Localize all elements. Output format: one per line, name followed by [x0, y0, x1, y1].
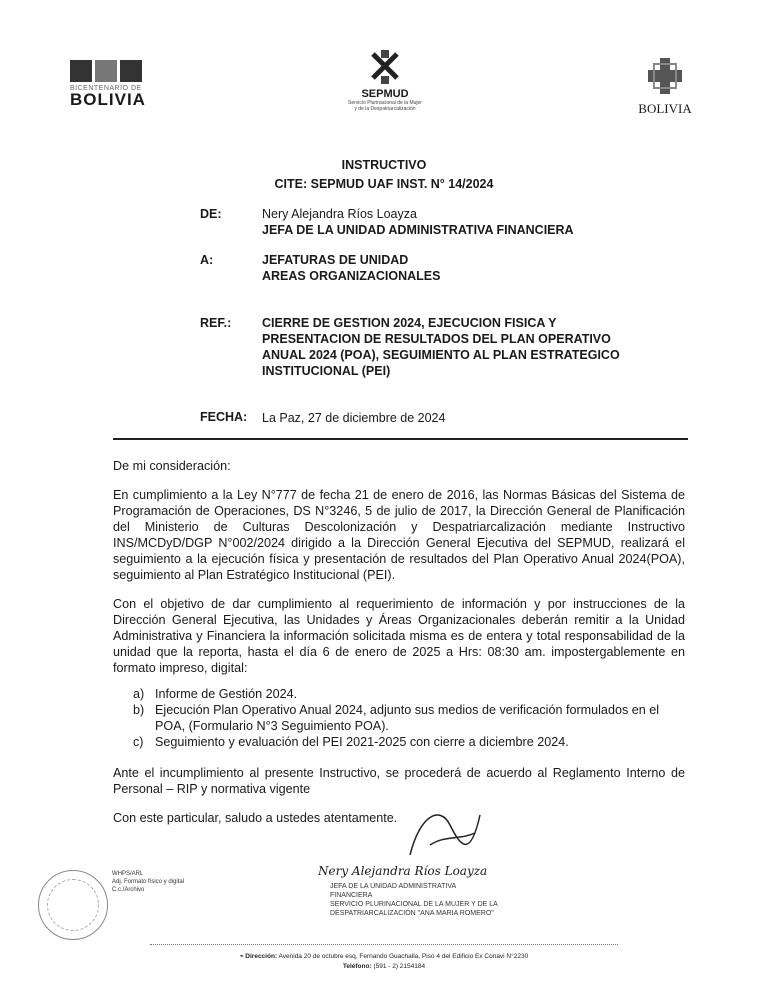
de-value: [262, 206, 574, 238]
a-label: A:: [200, 253, 214, 267]
a-line-2: AREAS ORGANIZACIONALES: [262, 269, 441, 283]
sepmud-tagline-2: y de la Despatriarcalización: [354, 106, 416, 112]
address-text: Avenida 20 de octubre esq. Fernando Guachalla, Piso 4 del Edificio Ex Conavi N°2230: [278, 953, 529, 960]
fecha-value: La Paz, 27 de diciembre de 2024: [262, 411, 446, 425]
a-line-1: JEFATURAS DE UNIDAD: [262, 253, 409, 267]
address-label: Dirección:: [245, 953, 278, 960]
ref-line-3: ANUAL 2024 (POA), SEGUIMIENTO AL PLAN ESTRATEGICO: [262, 348, 620, 362]
list-item-text: Ejecución Plan Operativo Anual 2024, adjunto sus medios de verificación formulados en el POA, (Formulario N°3 Seguimiento POA).: [155, 703, 660, 733]
list-item: [133, 686, 685, 702]
closing: Con este particular, saludo a ustedes atentamente.: [113, 811, 398, 825]
ref-line-1: CIERRE DE GESTION 2024, EJECUCION FISICA Y: [262, 316, 557, 330]
state-bolivia-logo: [630, 58, 700, 117]
logo-graphic: [70, 60, 170, 82]
phone-label: Teléfono:: [342, 963, 372, 970]
fecha-label: FECHA:: [200, 410, 248, 424]
seal-line-3: DESPATRIARCALIZACIÓN "ANA MARIA ROMERO": [330, 910, 494, 917]
footer-phone: [0, 962, 768, 971]
list-item: [133, 734, 685, 750]
paragraph-3: Ante el incumplimiento al presente Instructivo, se procederá de acuerdo al Reglamento Interno de Personal – RIP y normativa vigente: [113, 766, 685, 796]
initials: WHPS/ARL: [112, 871, 144, 877]
requirements-list: [133, 686, 685, 750]
official-seal-stamp: [38, 870, 108, 940]
list-marker: b): [133, 703, 145, 717]
ref-line-2: PRESENTACION DE RESULTADOS DEL PLAN OPERATIVO: [262, 332, 611, 346]
logo-main-text: BOLIVIA: [70, 90, 146, 109]
ref-line-4: INSTITUCIONAL (PEI): [262, 364, 391, 378]
paragraph-2: Con el objetivo de dar cumplimiento al requerimiento de información y por instrucciones de la Dirección General Ejecutiva, las Unidades y Áreas Organizacionales deberán remitir a la Unidad Administrativa y Financiera la información solicitada misma es de entera y total responsabilidad de la unidad que la reporta, hasta el día 6 de enero de 2025 a Hrs: 08:30 am. impostergablemente en formato impreso, digital:: [113, 597, 685, 675]
de-label: DE:: [200, 207, 222, 221]
ref-value: [262, 315, 620, 379]
bicentenario-logo: [70, 60, 170, 120]
list-item-text: Seguimiento y evaluación del PEI 2021-2025 con cierre a diciembre 2024.: [155, 735, 569, 749]
sepmud-emblem-icon: [365, 50, 405, 86]
signature-name: Nery Alejandra Ríos Loayza: [318, 864, 488, 878]
location-pin-icon: ⌖: [239, 953, 244, 960]
footer-address: [0, 952, 768, 961]
signature-seal: [330, 882, 500, 918]
paragraph-1: En cumplimiento a la Ley N°777 de fecha 21 de enero de 2016, las Normas Básicas del Sistema de Programación de Operaciones, DS N°3246, 5 de julio de 2017, la Dirección General de Planificación del Ministerio de Culturas Descolonización y Despatriarcalización mediante Instructivo INS/MCDyD/DGP N°002/2024 dirigido a la Dirección General Ejecutiva del SEPMUD, realizará el seguimiento a la ejecución física y presentación de resultados del Plan Operativo Anual 2024(POA), seguimiento al Plan Estratégico Institucional (PEI).: [113, 488, 685, 582]
ref-label: REF.:: [200, 316, 232, 330]
logo-small-text: BICENTENARIO DE: [70, 85, 142, 92]
sepmud-logo: [330, 50, 440, 112]
sepmud-name: SEPMUD: [361, 88, 409, 100]
de-role: JEFA DE LA UNIDAD ADMINISTRATIVA FINANCIERA: [262, 223, 574, 237]
list-item-text: Informe de Gestión 2024.: [155, 687, 298, 701]
attachment-note: Adj. Formato físico y digital: [112, 879, 185, 885]
de-name: Nery Alejandra Ríos Loayza: [262, 207, 417, 221]
footer-divider: [150, 944, 618, 945]
sepmud-tagline-1: Servicio Plurinacional de la Mujer: [348, 100, 422, 106]
list-item: [133, 702, 685, 734]
phone-text: (591 - 2) 2154184: [373, 963, 426, 970]
list-marker: a): [133, 687, 145, 701]
seal-line-1: JEFA DE LA UNIDAD ADMINISTRATIVA FINANCIERA: [330, 883, 456, 899]
greeting: De mi consideración:: [113, 459, 231, 473]
handwritten-signature: [400, 805, 490, 865]
a-value: [262, 252, 440, 284]
bolivia-text: BOLIVIA: [638, 101, 692, 116]
seal-line-2: SERVICIO PLURINACIONAL DE LA MUJER Y DE LA: [330, 901, 498, 908]
chakana-emblem-icon: [648, 58, 682, 94]
document-references: [112, 870, 184, 894]
list-marker: c): [133, 735, 144, 749]
document-cite: CITE: SEPMUD UAF INST. N° 14/2024: [274, 177, 494, 191]
header-divider: [113, 438, 688, 441]
document-title: INSTRUCTIVO: [341, 158, 427, 172]
copy-note: C.c./Archivo: [112, 887, 145, 893]
